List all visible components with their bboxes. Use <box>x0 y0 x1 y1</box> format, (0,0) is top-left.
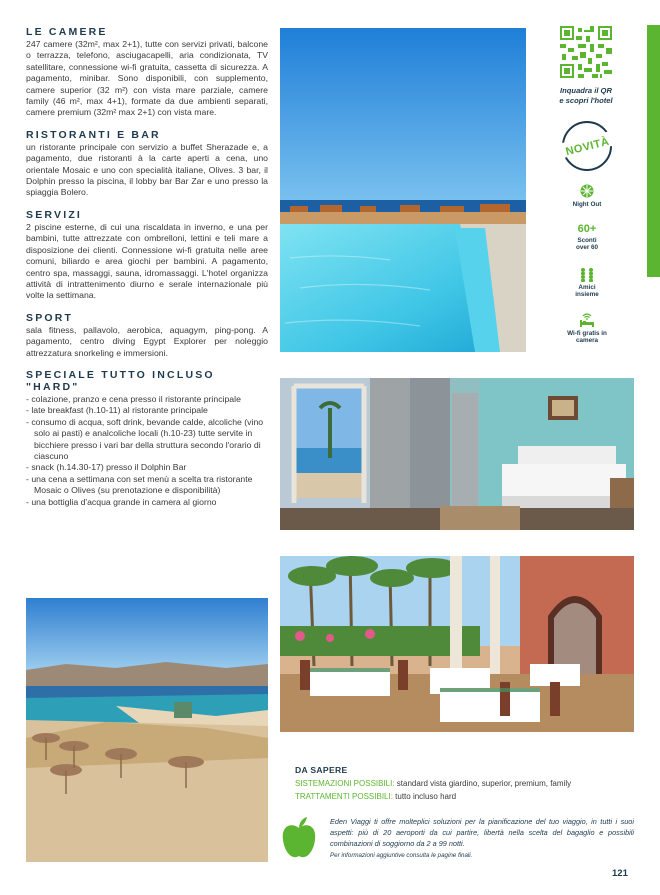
section-title: SPECIALE TUTTO INCLUSO "HARD" <box>26 368 215 393</box>
list-item: - colazione, pranzo e cena presso il ristorante principale <box>26 394 268 405</box>
row-label: SISTEMAZIONI POSSIBILI: <box>295 779 395 788</box>
list-item: - una bottiglia d'acqua grande in camera al giorno <box>26 497 268 508</box>
eden-info <box>330 816 634 861</box>
section-title: SPORT <box>26 311 74 324</box>
section-body: 2 piscine esterne, di cui una riscaldata in inverno, e una per bambini, tutte attrezzate con ombrelloni, lettini e teli mare a disposizione dei clienti. Connessione wi-fi gratuita nelle aree comuni, biliardo e area giochi per bambini. A pagamento, centro spa, massaggi, sauna, idromassaggi. L'hotel organizza attività di intrattenimento diurno e serale internazionale più volte la settimana. <box>26 221 268 301</box>
da-sapere-title: DA SAPERE <box>295 765 348 775</box>
eden-note: Per informazioni aggiuntive consulta le pagine finali. <box>330 852 473 859</box>
page-number: 121 <box>612 868 628 879</box>
beach-photo <box>26 598 268 862</box>
chapter-tab <box>647 25 660 277</box>
da-sapere-box <box>295 765 635 803</box>
section-body: sala fitness, pallavolo, aerobica, aquagym, ping-pong. A pagamento, centro diving Egypt Explorer per noleggio attrezzatura snorkeling e immersioni. <box>26 324 268 358</box>
feature-label: Wi-fi gratis in camera <box>567 330 607 344</box>
section-camere <box>26 26 268 119</box>
list-item: - snack (h.14.30-17) presso il Dolphin Bar <box>26 462 268 473</box>
apple-logo-icon <box>281 816 317 860</box>
feature-label: Night Out <box>572 201 602 208</box>
feature-label: Amici insieme <box>575 284 599 298</box>
eden-text: Eden Viaggi ti offre molteplici soluzioni per la pianificazione del tuo viaggio, in tutti i suoi aspetti: più di 20 aeroporti da cui partire, libertà nella scelta del bagaglio e possibili combinazioni di soggiorno da 2 a 99 notti. <box>330 817 634 848</box>
text-column <box>26 26 268 508</box>
section-title: RISTORANTI E BAR <box>26 128 161 141</box>
night-out-icon <box>579 183 595 199</box>
feature-over-60 <box>557 222 617 251</box>
section-servizi <box>26 209 268 302</box>
sixty-plus-icon: 60+ <box>577 223 597 235</box>
section-speciale <box>26 369 268 508</box>
restaurant-photo <box>280 556 634 732</box>
feature-amici <box>557 266 617 298</box>
da-sapere-row <box>295 777 635 790</box>
speciale-list <box>26 394 268 508</box>
qr-caption-line: e scopri l'hotel <box>559 96 613 105</box>
section-body: un ristorante principale con servizio a buffet Sherazade e, a pagamento, due ristoranti à la carte aperti a cena, uno orientale Mosaic e uno con specialità italiane, Olives. 3 bar, il Dolphin presso la piscina, il lobby bar Bar Zar e uno presso la spiaggia Bolero. <box>26 141 268 198</box>
qr-caption <box>548 86 624 106</box>
da-sapere-row <box>295 790 635 803</box>
section-title: SERVIZI <box>26 208 83 221</box>
row-value: tutto incluso hard <box>392 792 457 801</box>
feature-label: Sconti over 60 <box>575 237 599 251</box>
feature-wifi <box>557 312 617 344</box>
novita-text: NOVITÀ <box>564 135 611 159</box>
row-label: TRATTAMENTI POSSIBILI: <box>295 792 393 801</box>
list-item: - una cena a settimana con set menù a scelta tra ristorante Mosaic o Olives (su prenotazione e disponibilità) <box>26 474 268 497</box>
qr-caption-line: Inquadra il QR <box>560 86 612 95</box>
section-title: LE CAMERE <box>26 26 108 38</box>
row-value: standard vista giardino, superior, premium, family <box>394 779 572 788</box>
list-item: - late breakfast (h.10-11) al ristorante principale <box>26 405 268 416</box>
list-item: - consumo di acqua, soft drink, bevande calde, alcoliche (vino solo ai pasti) e analcoliche locali (h.10-23) tutte servite in bicchiere presso i vari bar della struttura secondo l'orario di ciascuno <box>26 417 268 463</box>
friends-icon <box>579 266 595 282</box>
wifi-bed-icon <box>579 312 595 328</box>
feature-night-out <box>557 183 617 208</box>
section-ristoranti <box>26 129 268 199</box>
pool-photo <box>280 28 526 352</box>
section-sport <box>26 312 268 359</box>
novita-ribbon <box>557 130 617 159</box>
section-body: 247 camere (32m², max 2+1), tutte con servizi privati, balcone o terrazza, telefono, asciugacapelli, aria condizionata, TV satellitare, connessione wi-fi gratuita, cassetta di sicurezza. A pagamento, minibar. Sono disponibili, con supplemento, camere superior (32 m²) con vista mare parziale, camere family (46 m², max 4+1), formate da due ambienti separati, camere premium (32m² max 2+1) con vista mare. <box>26 39 268 118</box>
novita-badge <box>562 121 612 171</box>
room-photo <box>280 378 634 530</box>
qr-code[interactable] <box>560 26 612 78</box>
